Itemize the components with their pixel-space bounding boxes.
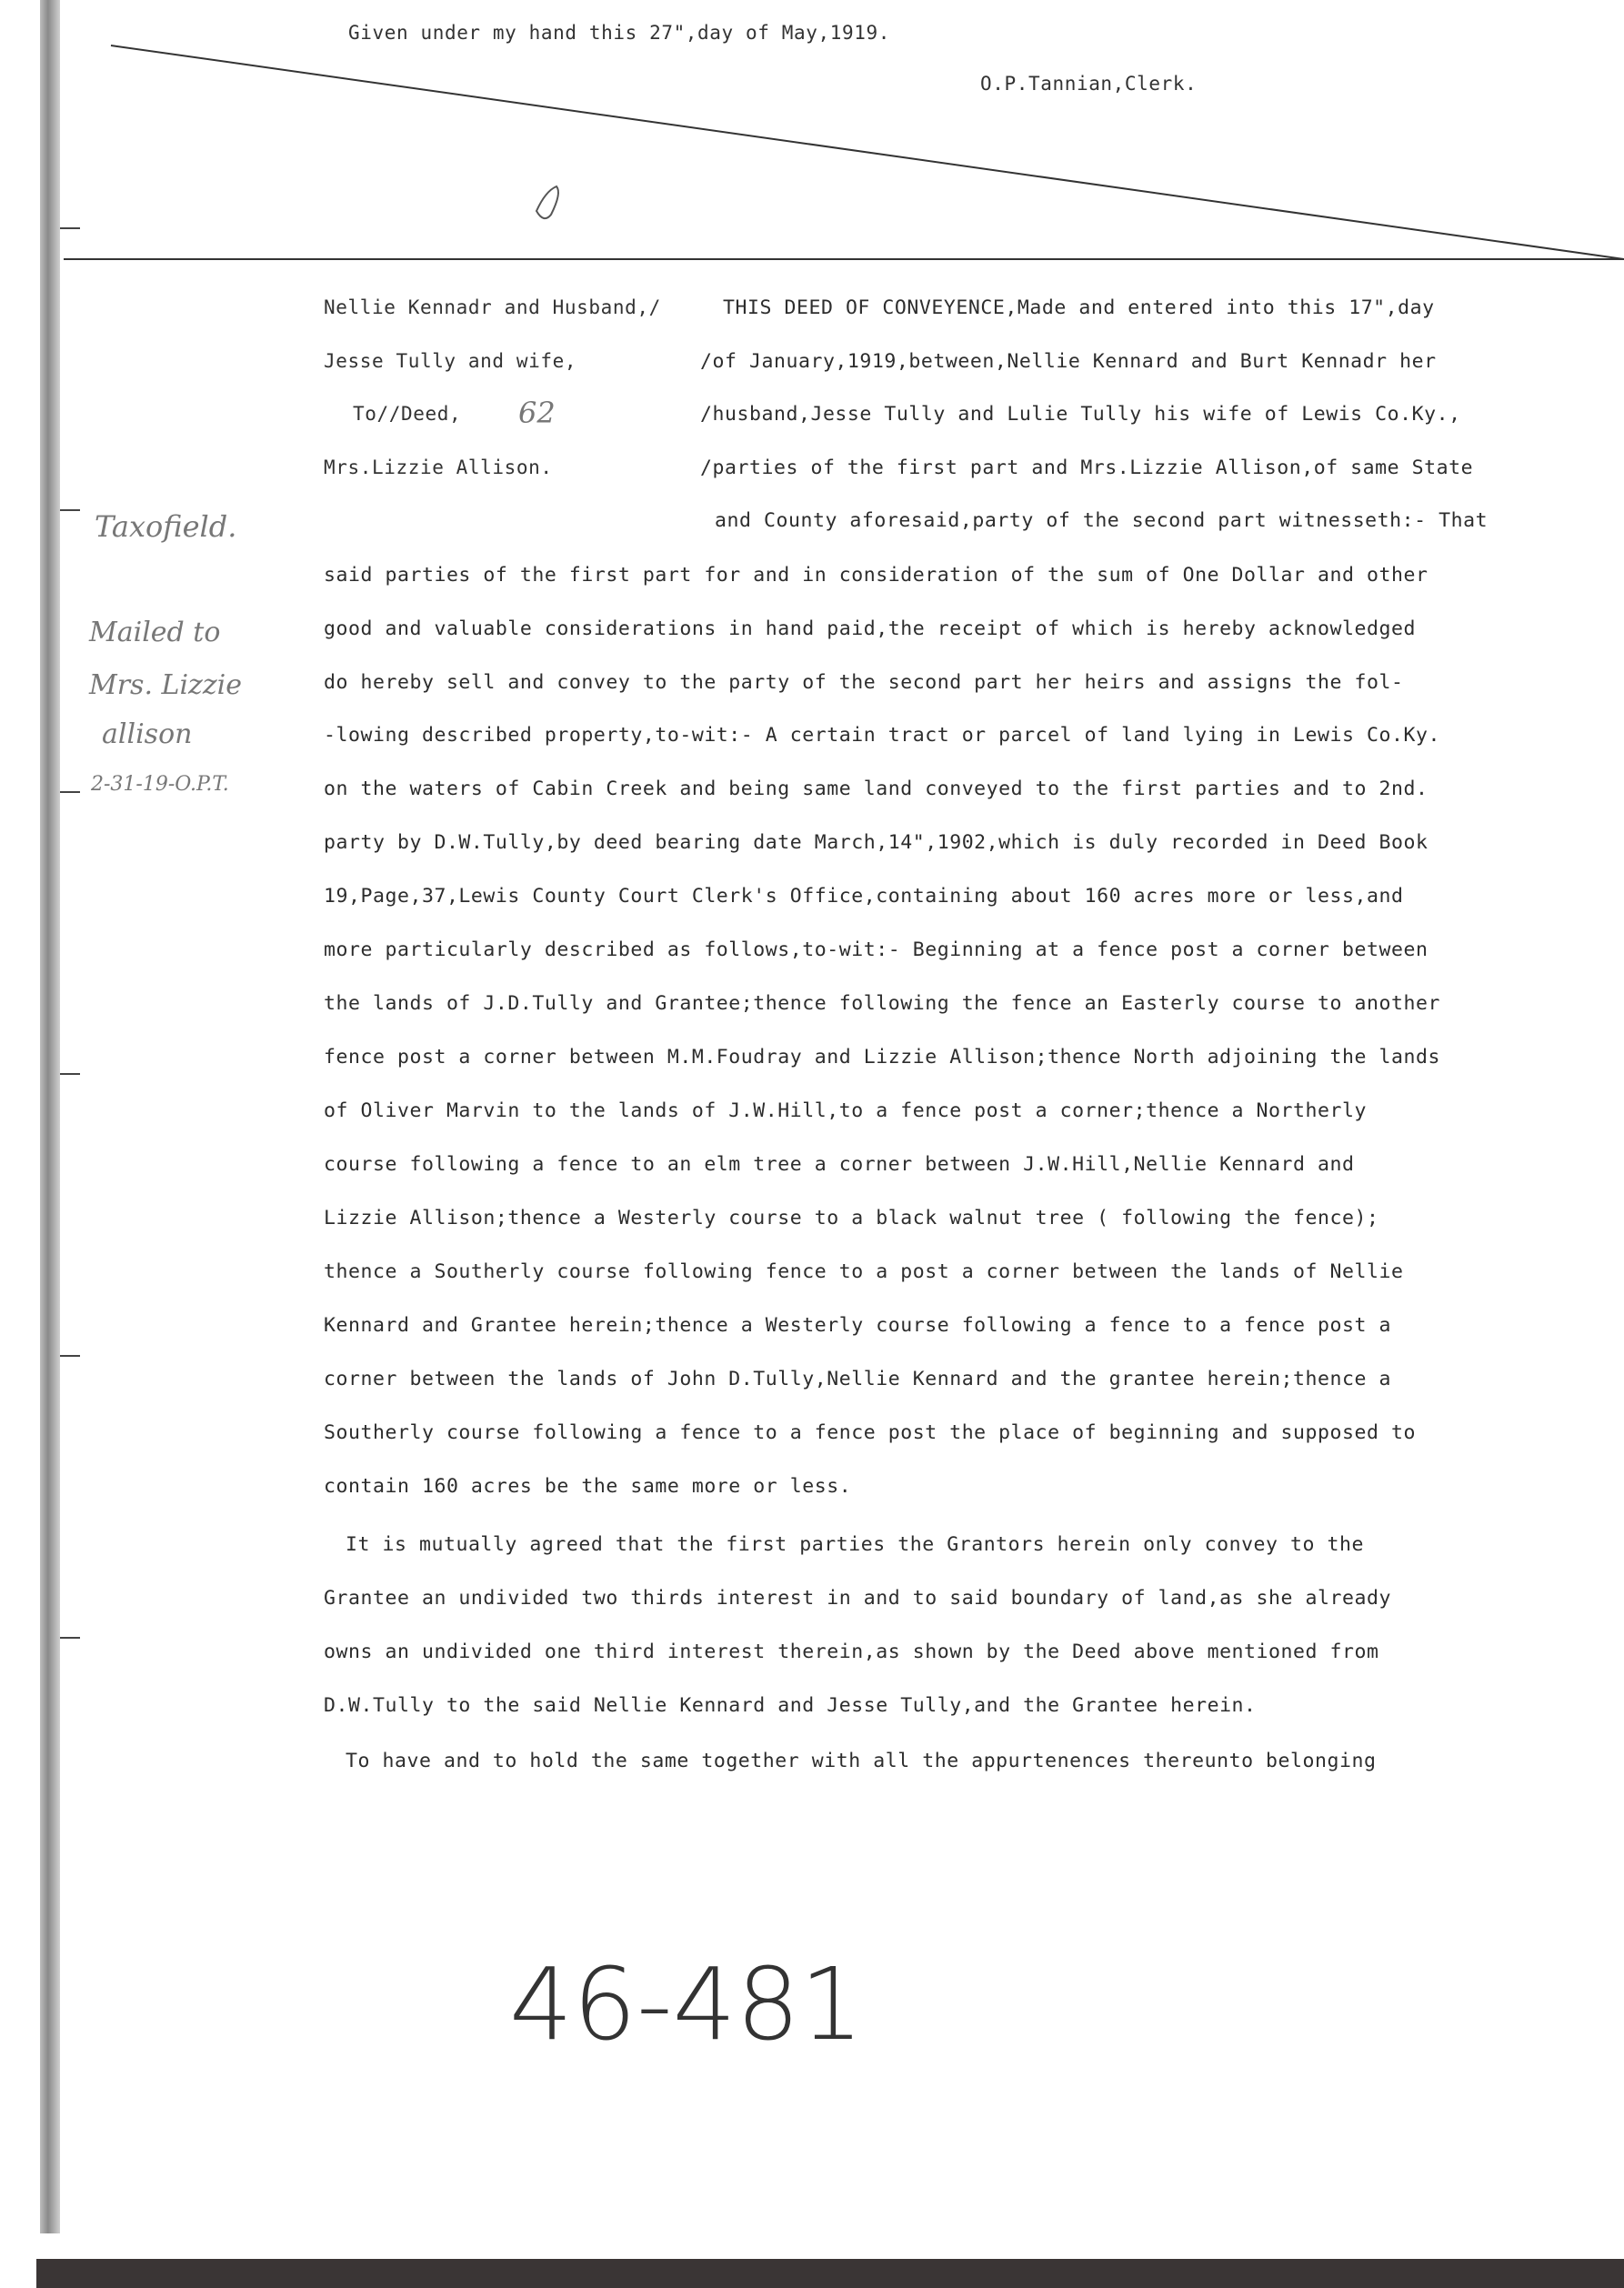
- margin-tick: [60, 1073, 80, 1075]
- margin-tick: [60, 509, 80, 511]
- page-bottom-edge: [36, 2259, 1624, 2288]
- deed-line-11: party by D.W.Tully,by deed bearing date March,14",1902,which is duly recorded in Deed Book: [324, 831, 1429, 854]
- deed-line-19: thence a Southerly course following fence to a post a corner between the lands of Nellie: [324, 1260, 1404, 1283]
- deed-line-16: of Oliver Marvin to the lands of J.W.Hill,to a fence post a corner;thence a Northerly: [324, 1099, 1367, 1122]
- party-line-4: Mrs.Lizzie Allison.: [324, 457, 553, 478]
- margin-tick: [60, 1355, 80, 1357]
- deed-line-14: the lands of J.D.Tully and Grantee;thence following the fence an Easterly course to another: [324, 992, 1440, 1015]
- deed-line-1: THIS DEED OF CONVEYENCE,Made and entered into this 17",day: [723, 296, 1435, 319]
- deed-line-8: do hereby sell and convey to the party of the second part her heirs and assigns the fol-: [324, 671, 1404, 694]
- deed-line-15: fence post a corner between M.M.Foudray and Lizzie Allison;thence North adjoining the lands: [324, 1046, 1440, 1069]
- deed-number: 62: [518, 396, 556, 430]
- given-under-hand-line: Given under my hand this 27",day of May,1919.: [348, 22, 890, 44]
- deed-line-10: on the waters of Cabin Creek and being same land conveyed to the first parties and to 2nd.: [324, 778, 1429, 800]
- margin-note-mailed-1: Mailed to: [89, 617, 221, 648]
- deed-line-17: course following a fence to an elm tree a corner between J.W.Hill,Nellie Kennard and: [324, 1153, 1355, 1176]
- handwritten-page-number: 46-481: [509, 1946, 864, 2062]
- deed-line-5: and County aforesaid,party of the second part witnesseth:- That: [715, 509, 1489, 532]
- deed-line-12: 19,Page,37,Lewis County Court Clerk's Office,containing about 160 acres more or less,and: [324, 885, 1404, 908]
- party-line-2: Jesse Tully and wife,: [324, 350, 577, 372]
- deed-line-7: good and valuable considerations in hand paid,the receipt of which is hereby acknowledged: [324, 617, 1416, 640]
- margin-note-mailed-3: allison: [102, 718, 193, 750]
- deed-line-27: D.W.Tully to the said Nellie Kennard and Jesse Tully,and the Grantee herein.: [324, 1694, 1257, 1717]
- margin-tick: [60, 1637, 80, 1639]
- strike-lines: [0, 0, 1624, 291]
- deed-line-24: It is mutually agreed that the first parties the Grantors herein only convey to the: [346, 1533, 1365, 1556]
- deed-line-6: said parties of the first part for and in consideration of the sum of One Dollar and other: [324, 564, 1429, 587]
- deed-line-3: /husband,Jesse Tully and Lulie Tully his wife of Lewis Co.Ky.,: [700, 403, 1461, 426]
- deed-line-23: contain 160 acres be the same more or less.: [324, 1475, 852, 1498]
- margin-tick: [60, 791, 80, 793]
- clerk-signature: O.P.Tannian,Clerk.: [980, 73, 1198, 95]
- deed-line-21: corner between the lands of John D.Tully,Nellie Kennard and the grantee herein;thence a: [324, 1368, 1391, 1390]
- deed-line-4: /parties of the first part and Mrs.Lizzie Allison,of same State: [700, 457, 1474, 479]
- deed-line-20: Kennard and Grantee herein;thence a Westerly course following a fence to a fence post a: [324, 1314, 1391, 1337]
- deed-line-9: -lowing described property,to-wit:- A certain tract or parcel of land lying in Lewis Co.Ky.: [324, 724, 1440, 747]
- deed-line-13: more particularly described as follows,to-wit:- Beginning at a fence post a corner between: [324, 938, 1429, 961]
- deed-line-22: Southerly course following a fence to a fence post the place of beginning and supposed to: [324, 1421, 1416, 1444]
- margin-note-mailed-2: Mrs. Lizzie: [89, 669, 243, 701]
- party-line-1: Nellie Kennadr and Husband,/: [324, 296, 661, 318]
- party-line-3: To//Deed,: [353, 403, 462, 425]
- binding-edge: [40, 0, 60, 2233]
- deed-line-28: To have and to hold the same together with all the appurtenences thereunto belonging: [346, 1750, 1377, 1772]
- deed-line-25: Grantee an undivided two thirds interest in and to said boundary of land,as she already: [324, 1587, 1391, 1610]
- deed-line-2: /of January,1919,between,Nellie Kennard and Burt Kennadr her: [700, 350, 1437, 373]
- margin-note-date: 2-31-19-O.P.T.: [91, 773, 229, 796]
- deed-line-26: owns an undivided one third interest therein,as shown by the Deed above mentioned from: [324, 1641, 1379, 1663]
- deed-line-18: Lizzie Allison;thence a Westerly course to a black walnut tree ( following the fence);: [324, 1207, 1379, 1229]
- margin-note-taxofield: Taxofield.: [95, 509, 237, 544]
